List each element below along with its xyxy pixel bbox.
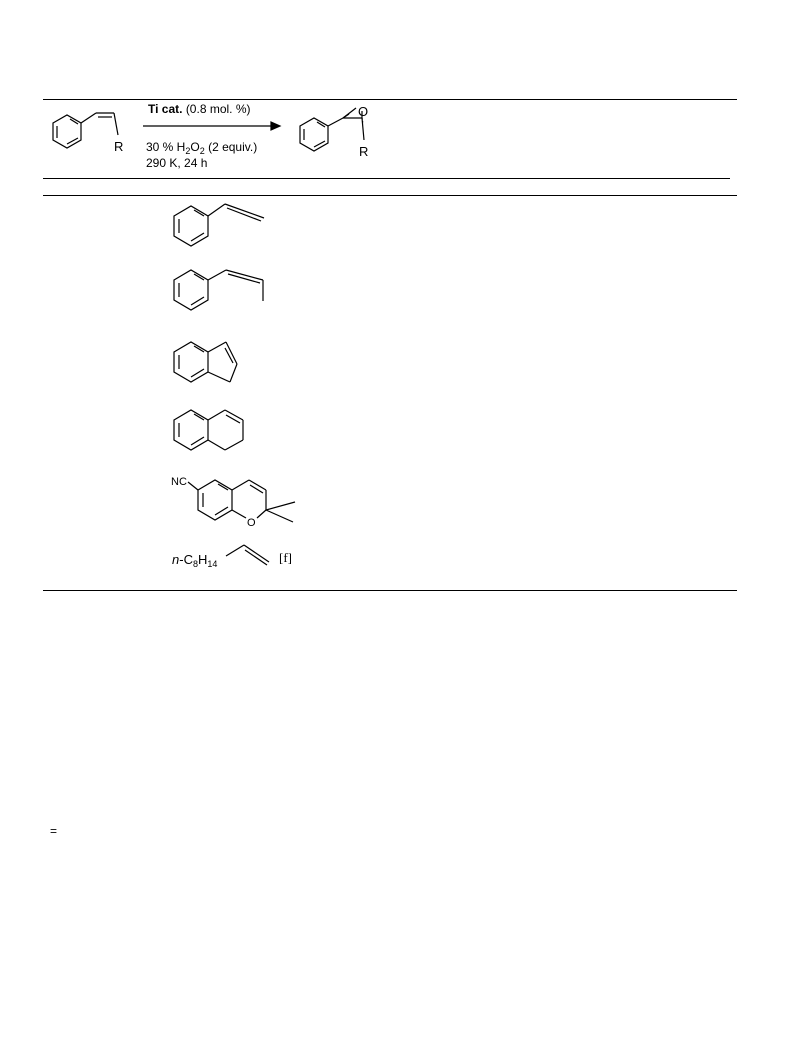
octene-h: H: [197, 552, 208, 567]
oxidant-suffix: (2 equiv.): [208, 140, 258, 154]
reaction-arrow: [143, 119, 283, 133]
oxidant-sub2: 2: [199, 146, 205, 156]
catalyst-label: Ti cat.: [148, 102, 183, 116]
oxidant-prefix: 30 % H: [146, 140, 186, 154]
substrate-styrene: [170, 200, 280, 260]
octene-c: -C: [179, 552, 193, 567]
octene-footnote-tag: [f]: [279, 550, 292, 565]
substrate-decene-chain: [222, 540, 282, 570]
oxidant-mid: O: [190, 140, 200, 154]
substrate-cyano-chromene: [165, 470, 305, 532]
scheme-bottom-rule: [43, 178, 730, 179]
product-structure: [296, 100, 386, 166]
oxidant-sub1: 2: [185, 146, 191, 156]
substrate-structure: [48, 108, 138, 168]
temperature-time: 290 K, 24 h: [146, 156, 208, 170]
table-top-rule: [43, 99, 737, 100]
product-oxygen-label: O: [358, 104, 369, 119]
product-r-label: R: [359, 144, 369, 159]
octene-sub1: 8: [192, 559, 198, 569]
octene-label: [172, 552, 217, 569]
chromene-nc-label: NC: [171, 476, 187, 488]
catalyst-conditions: [148, 102, 251, 116]
octene-sub2: 14: [207, 559, 218, 569]
octene-n-prefix: n: [172, 552, 180, 567]
substrate-dihydronaphthalene: [170, 404, 280, 468]
catalyst-loading: (0.8 mol. %): [185, 102, 251, 116]
substrate-r-label: R: [114, 139, 124, 154]
substrate-methylstyrene: [170, 264, 280, 328]
chromene-oxygen-label: O: [247, 517, 256, 529]
footnote-mark: =: [50, 824, 58, 838]
header-bottom-rule: [43, 195, 737, 196]
substrate-indene: [170, 332, 280, 392]
table-bottom-rule: [43, 590, 737, 591]
